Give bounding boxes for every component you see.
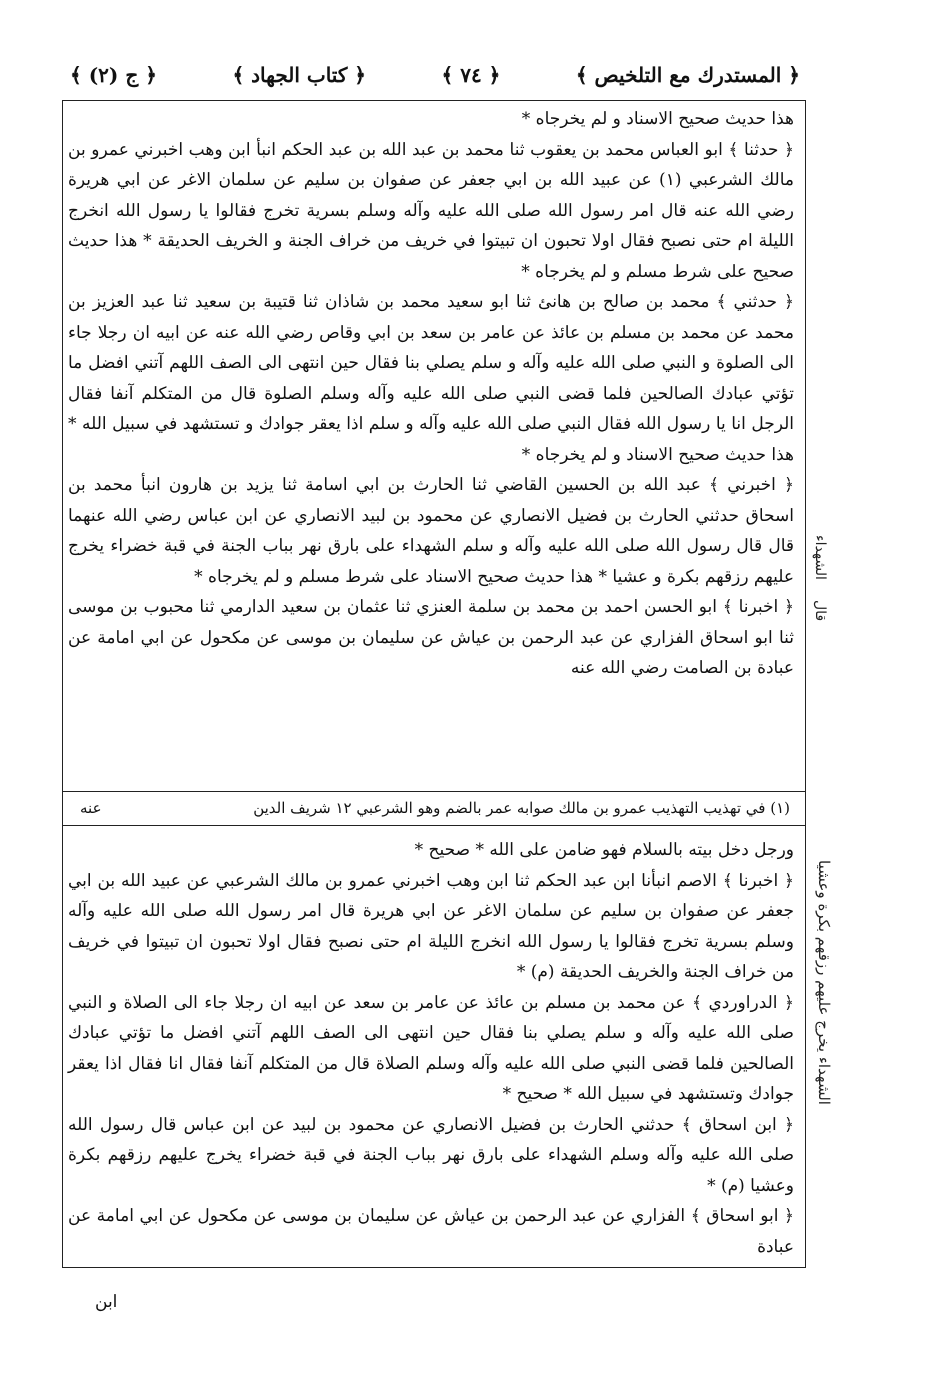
margin-note: قال <box>812 600 828 622</box>
paragraph: ورجل دخل بيته بالسلام فهو ضامن على الله * صحيح * <box>414 840 794 860</box>
footnote-tail: عنه <box>80 799 102 817</box>
paragraph: ﴿ ابن اسحاق ﴾ حدثني الحارث بن فضيل الانصاري عن محمود بن لبيد عن ابن عباس قال رسول الله صلى الله عليه وآله وسلم الشهداء على بارق نهر بباب الجنة في قبة خضراء يخرج عليهم رزقهم بكرة وعشيا (م) * <box>68 1114 794 1196</box>
paragraph: هذا حديث صحيح الاسناد و لم يخرجاه * <box>521 109 794 129</box>
header-page-number: ﴿ ٧٤ ﴾ <box>441 63 501 87</box>
margin-note: الشهداء يخرج عليهم رزقهم بكرة وعشيا <box>815 860 833 1105</box>
header-book-title: ﴿ المستدرك مع التلخيص ﴾ <box>575 63 800 87</box>
footnote-divider-top <box>63 791 805 792</box>
margin-note: الشهداء <box>812 535 828 580</box>
main-text <box>68 104 794 684</box>
paragraph: ﴿ الدراوردي ﴾ عن محمد بن مسلم بن عائذ عن عامر بن سعد عن ابيه ان رجلا جاء الى الصلاة و النبي صلى الله عليه وآله و سلم يصلي بنا فقال حين انتهى الى الصف اللهم آتني افضل ما تؤتي عبادك الصالحين فلما قضى النبي صلى الله عليه وآله وسلم الصلاة قال من المتكلم آنفا فقال انا فقال اذا يعقر جوادك وتستشهد في سبيل الله * صحيح * <box>68 992 794 1104</box>
header-volume: ﴿ ج (٢) ﴾ <box>70 63 157 87</box>
paragraph: ﴿ حدثنا ﴾ ابو العباس محمد بن يعقوب ثنا محمد بن عبد الله بن عبد الحكم انبأ ابن وهب اخبرني عمرو بن مالك الشرعبي (١) عن عبيد الله بن ابي جعفر عن صفوان بن سليم عن سلمان الاغر عن ابي هريرة رضي الله عنه قال امر رسول الله صلى الله عليه وآله وسلم بسرية تخرج فقالوا يا رسول الله انخرج الليلة ام حتى نصبح فقال اولا تحبون ان تبيتوا في خريف من خراف الجنة و الخريف الحديقة * هذا حديث صحيح على شرط مسلم و لم يخرجاه * <box>68 139 794 282</box>
paragraph: ﴿ اخبرنا ﴾ الاصم انبأنا ابن عبد الحكم ثنا ابن وهب اخبرني عمرو بن مالك الشرعبي عن عبيد الله بن ابي جعفر عن صفوان بن سليم عن سلمان الاغر عن ابي هريرة قال امر رسول الله صلى الله عليه وآله وسلم بسرية تخرج فقالوا يا رسول الله انخرج الليلة ام حتى نصبح فقال اولا تحبون ان تبيتوا في خريف من خراف الجنة والخريف الحديقة (م) * <box>68 870 794 982</box>
header-chapter: ﴿ كتاب الجهاد ﴾ <box>232 63 367 87</box>
catchword: ابن <box>95 1292 118 1312</box>
paragraph: ﴿ اخبرني ﴾ عبد الله بن الحسين القاضي ثنا الحارث بن ابي اسامة ثنا يزيد بن هارون انبأ محمد بن اسحاق حدثني الحارث بن فضيل الانصاري عن محمود بن لبيد الانصاري عن ابن عباس رضي الله عنهما قال قال رسول الله صلى الله عليه وآله و سلم الشهداء على بارق نهر بباب الجنة في قبة خضراء يخرج عليهم رزقهم بكرة و عشيا * هذا حديث صحيح الاسناد على شرط مسلم و لم يخرجاه * <box>68 475 794 587</box>
paragraph: ﴿ حدثني ﴾ محمد بن صالح بن هانئ ثنا ابو سعيد محمد بن شاذان ثنا قتيبة بن سعيد ثنا عبد العزيز بن محمد عن محمد بن مسلم بن عائذ عن عامر بن سعد بن ابي وقاص رضي الله عنه عن ابيه ان رجلا جاء الى الصلوة و النبي صلى الله عليه وآله و سلم يصلي بنا فقال حين انتهى الى الصف اللهم آتني افضل ما تؤتي عبادك الصالحين فلما قضى النبي صلى الله عليه وآله وسلم الصلوة قال من المتكلم آنفا فقال الرجل انا يا رسول الله فقال النبي صلى الله عليه وآله و سلم اذا يعقر جوادك و تستشهد في سبيل الله * هذا حديث صحيح الاسناد و لم يخرجاه * <box>68 292 794 465</box>
footnote-divider-bottom <box>63 825 805 826</box>
paragraph: ﴿ اخبرنا ﴾ ابو الحسن احمد بن محمد بن سلمة العنزي ثنا عثمان بن سعيد الدارمي ثنا محبوب بن موسى ثنا ابو اسحاق الفزاري عن عبد الرحمن بن عياش عن سليمان بن موسى عن مكحول عن ابي امامة عن عبادة بن الصامت رضي الله عنه <box>68 597 794 678</box>
talkhis-text <box>68 835 794 1262</box>
footnote-text: (١) في تهذيب التهذيب عمرو بن مالك صوابه عمر بالضم وهو الشرعبي ١٢ شريف الدين <box>253 799 790 817</box>
page-header <box>70 55 800 95</box>
paragraph: ﴿ ابو اسحاق ﴾ الفزاري عن عبد الرحمن بن عياش عن سليمان بن موسى عن مكحول عن ابي امامة عن عبادة <box>68 1206 794 1257</box>
footnote <box>80 796 790 820</box>
